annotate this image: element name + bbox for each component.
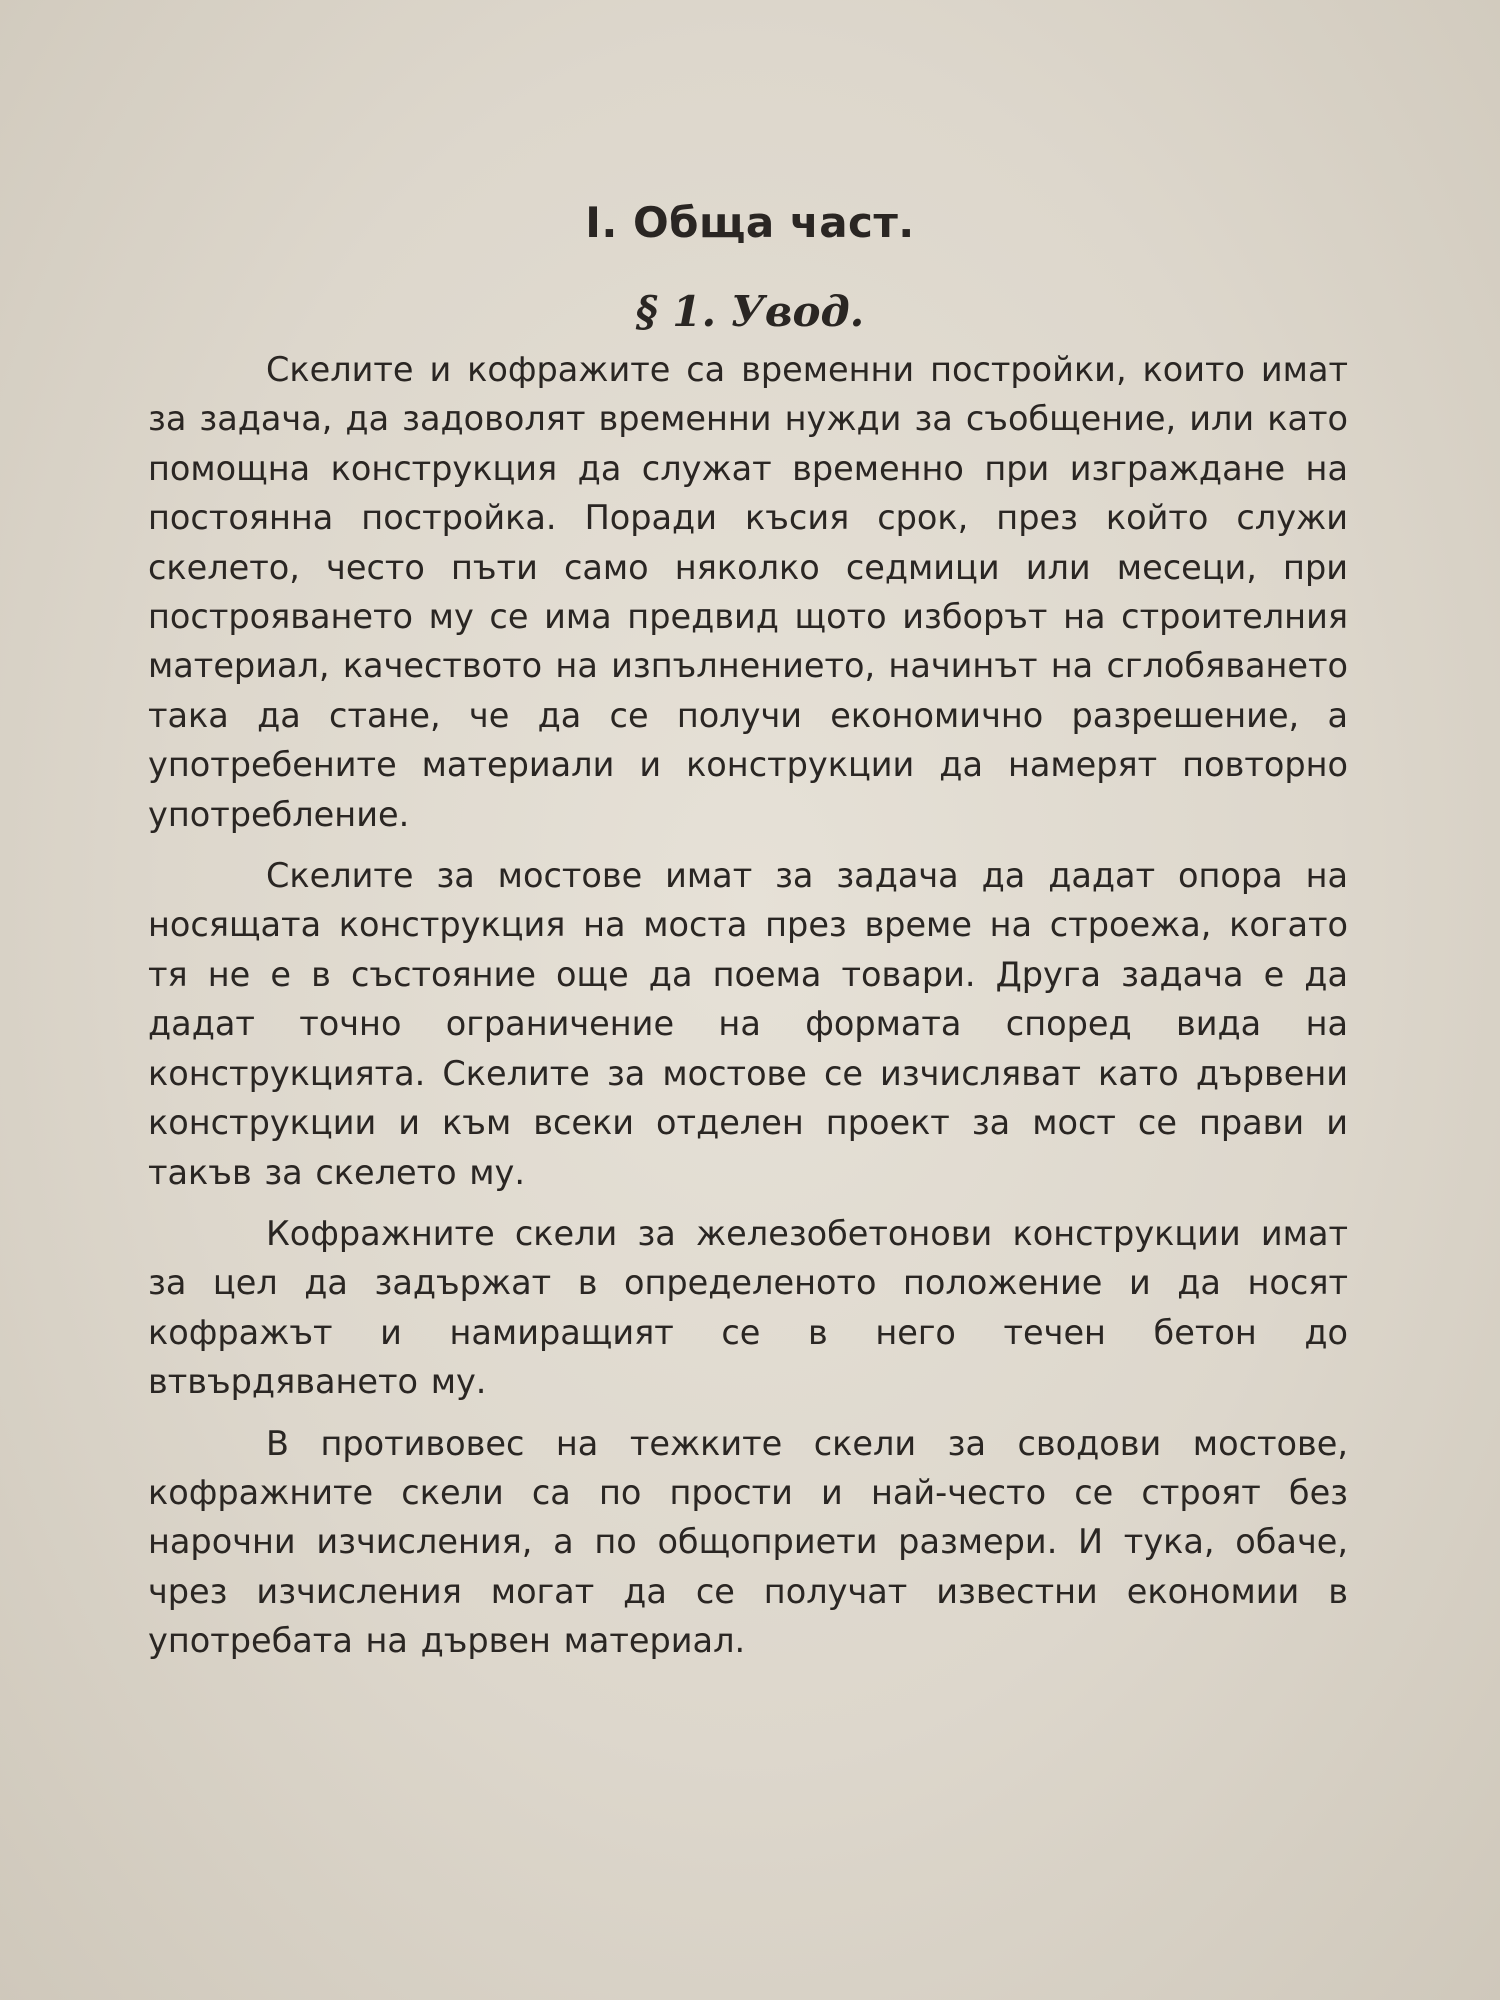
chapter-title: I. Обща част. [585, 198, 915, 247]
section-title: § 1. Увод. [635, 287, 865, 336]
body-text [148, 345, 1348, 1666]
paragraph-1: Скелите и кофражите са временни постройки, които имат за задача, да задоволят временни нужди за съобщение, или като помощна конструкция да служат временно при изграждане на постоянна постройка. Поради късия срок, през който служи скелето, често пъти само няколко седмици или месеци, при построяването му се има предвид щото изборът на строителния материал, качеството на изпълнението, начинът на сглобяването така да стане, че да се получи економично разрешение, а употребените материали и конструкции да намерят повторно употребление. [148, 350, 1348, 834]
paragraph-4: В противовес на тежките скели за сводови мостове, кофражните скели са по прости и най-често се строят без нарочни изчисления, а по общоприети размери. И тука, обаче, чрез изчисления могат да се получат известни економии в употребата на дървен материал. [148, 1423, 1348, 1661]
paragraph-2: Скелите за мостове имат за задача да дадат опора на носящата конструкция на моста през време на строежа, когато тя не е в състояние още да поема товари. Друга задача е да дадат точно ограничение на формата според вида на конструкцията. Скелите за мостове се изчисляват като дървени конструкции и към всеки отделен проект за мост се прави и такъв за скелето му. [148, 856, 1348, 1192]
paragraph-3: Кофражните скели за железобетонови конструкции имат за цел да задържат в определеното положение и да носят кофражът и намиращият се в него течен бетон до втвърдяването му. [148, 1213, 1348, 1402]
